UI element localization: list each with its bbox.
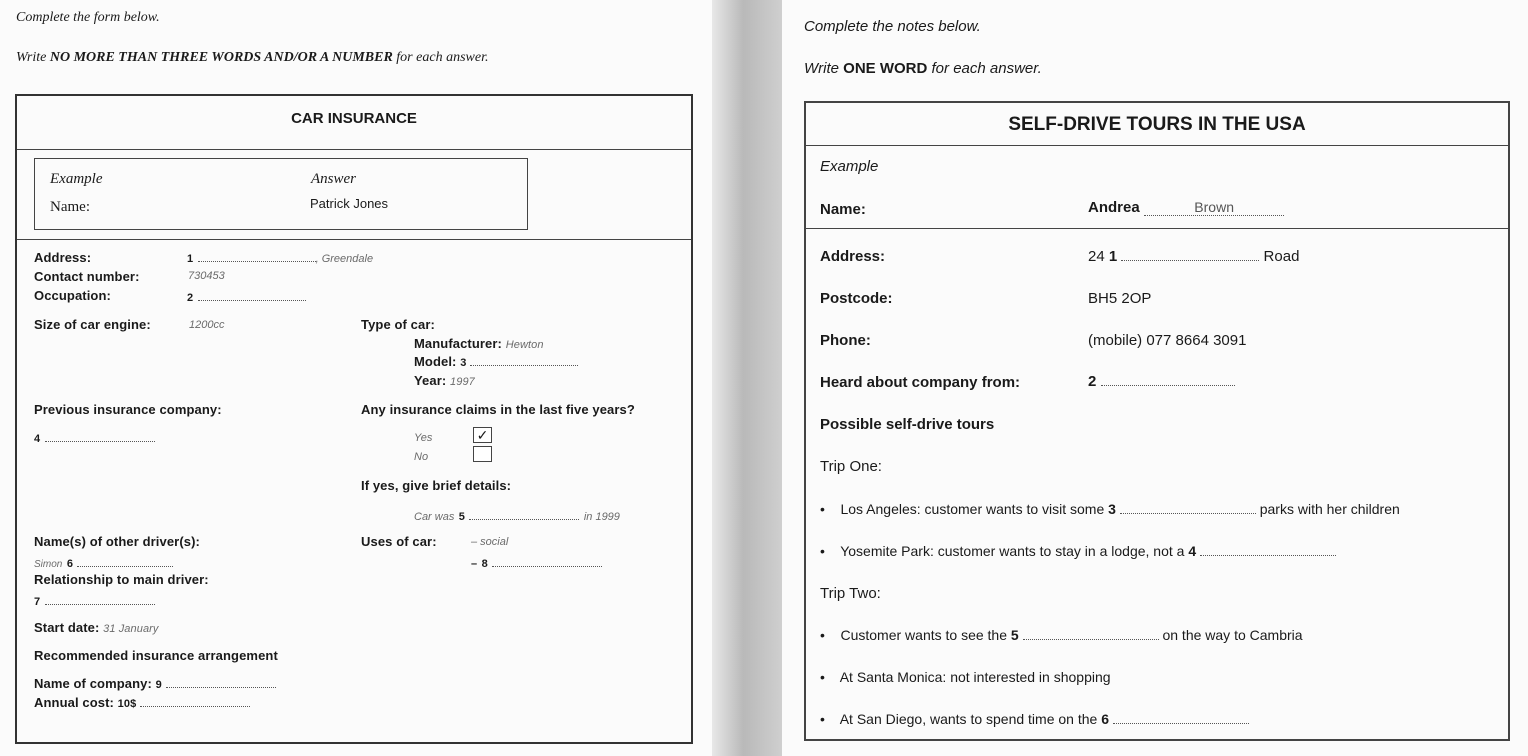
question-number: 1: [187, 253, 194, 265]
manufacturer-value: Hewton: [505, 339, 544, 351]
address-suffix: Road: [1263, 248, 1300, 265]
house-number: 24: [1088, 248, 1105, 265]
possible-tours-heading: Possible self-drive tours: [820, 416, 995, 433]
bullet: •: [820, 711, 825, 727]
occupation-answer[interactable]: [187, 288, 306, 306]
instruction-text: for each answer.: [396, 50, 489, 65]
uses-item-1: – social: [471, 536, 509, 548]
manufacturer-label: [414, 336, 544, 351]
bullet-text: Customer wants to see the: [840, 627, 1007, 643]
previous-company-answer[interactable]: [34, 429, 155, 447]
left-instruction-1: Complete the form below.: [16, 10, 160, 25]
title-divider: [806, 145, 1508, 146]
currency: $: [130, 698, 137, 710]
car-type-label: Type of car:: [361, 317, 435, 332]
question-number: 4: [1188, 543, 1197, 559]
self-drive-tours-notes: [804, 101, 1510, 741]
start-date-value: 31 January: [103, 623, 159, 635]
previous-company-label: Previous insurance company:: [34, 402, 222, 417]
car-insurance-form: [15, 94, 693, 744]
claims-no-label: No: [414, 451, 429, 463]
dash: –: [471, 558, 478, 570]
contact-value: 730453: [188, 270, 225, 282]
bullet-text: on the way to Cambria: [1162, 627, 1303, 643]
right-instruction-2: [804, 60, 1042, 77]
details-suffix: in 1999: [583, 511, 620, 523]
example-label: Example: [820, 158, 879, 175]
question-number: 3: [1108, 501, 1116, 517]
answer-blank[interactable]: [77, 556, 173, 567]
name-label: Name:: [820, 201, 866, 218]
example-answer: Brown: [1144, 199, 1284, 216]
other-drivers-answer[interactable]: [34, 554, 173, 572]
claims-yes-label: Yes: [414, 432, 433, 444]
bullet: •: [820, 627, 825, 643]
title-divider: [17, 149, 691, 150]
name-example-answer: [1088, 199, 1284, 217]
relationship-label: Relationship to main driver:: [34, 572, 209, 587]
trip-one-label: Trip One:: [820, 458, 882, 475]
answer-blank[interactable]: [1120, 503, 1256, 514]
details-prefix: Car was: [414, 511, 455, 523]
uses-item-2[interactable]: [471, 554, 602, 572]
model-label[interactable]: [414, 354, 578, 369]
postcode-value: BH5 2OP: [1088, 290, 1152, 307]
bullet-text: parks with her children: [1259, 501, 1400, 517]
engine-value: 1200cc: [189, 319, 225, 331]
cost-text: Annual cost:: [34, 695, 114, 710]
question-number: 2: [1088, 373, 1097, 390]
first-name: Andrea: [1088, 199, 1140, 216]
answer-blank[interactable]: [198, 290, 306, 301]
company-name-label[interactable]: [34, 676, 276, 691]
question-number: 4: [34, 433, 41, 445]
notes-title: SELF-DRIVE TOURS IN THE USA: [1008, 114, 1306, 135]
right-page: [782, 0, 1528, 756]
answer-blank[interactable]: [470, 355, 578, 366]
question-number: 10: [117, 698, 131, 710]
answer-blank[interactable]: [198, 251, 316, 262]
year-text: Year:: [414, 373, 447, 388]
bullet-text: Yosemite Park: customer wants to stay in a lodge, not a: [840, 543, 1185, 559]
right-instruction-1: Complete the notes below.: [804, 18, 981, 35]
heard-label: Heard about company from:: [820, 374, 1021, 391]
engine-label: Size of car engine:: [34, 317, 151, 332]
address-answer[interactable]: [1088, 248, 1299, 265]
answer-blank[interactable]: [1101, 375, 1235, 386]
relationship-answer[interactable]: [34, 592, 155, 610]
question-number: 6: [1101, 711, 1109, 727]
bullet: •: [820, 501, 825, 517]
question-number: 3: [460, 357, 467, 369]
answer-blank[interactable]: [1113, 713, 1249, 724]
bullet-text: Los Angeles: customer wants to visit some: [840, 501, 1105, 517]
driver-prefix: Simon: [34, 559, 63, 570]
recommended-heading: Recommended insurance arrangement: [34, 648, 278, 663]
heard-answer[interactable]: [1088, 373, 1235, 390]
question-number: 8: [481, 558, 488, 570]
example-divider: [806, 228, 1508, 229]
trip-one-bullet-1[interactable]: [820, 501, 1400, 517]
question-number: 9: [155, 679, 162, 691]
example-box: [34, 158, 528, 230]
phone-label: Phone:: [820, 332, 871, 349]
form-title: CAR INSURANCE: [291, 110, 417, 127]
postcode-label: Postcode:: [820, 290, 893, 307]
question-number: 7: [34, 596, 41, 608]
year-label: [414, 373, 475, 388]
answer-blank[interactable]: [469, 509, 579, 520]
manufacturer-text: Manufacturer:: [414, 336, 502, 351]
trip-two-bullet-1[interactable]: [820, 627, 1303, 643]
answer-blank[interactable]: [1023, 629, 1159, 640]
year-value: 1997: [450, 376, 475, 388]
claims-no-checkbox[interactable]: [473, 446, 492, 462]
instruction-text: Write: [16, 50, 47, 65]
trip-two-bullet-2: [820, 669, 1111, 685]
answer-blank[interactable]: [1200, 545, 1336, 556]
question-number: 2: [187, 292, 194, 304]
question-number: 5: [1010, 627, 1019, 643]
start-date-label: [34, 620, 159, 635]
example-divider: [17, 239, 691, 240]
annual-cost-label[interactable]: [34, 695, 250, 710]
instruction-text: for each answer.: [931, 60, 1042, 77]
answer-blank[interactable]: [1121, 250, 1259, 261]
example-field: Name:: [50, 199, 90, 215]
trip-one-bullet-2[interactable]: [820, 543, 1336, 559]
answer-blank[interactable]: [45, 431, 155, 442]
instruction-emphasis: ONE WORD: [843, 60, 928, 77]
trip-two-bullet-3[interactable]: [820, 711, 1249, 727]
example-label: Example: [50, 171, 103, 187]
claims-question: Any insurance claims in the last five years?: [361, 402, 635, 417]
company-text: Name of company:: [34, 676, 152, 691]
question-number: 6: [66, 558, 73, 570]
answer-blank[interactable]: [492, 556, 602, 567]
model-text: Model:: [414, 354, 457, 369]
details-answer[interactable]: [414, 507, 620, 525]
address-label: Address:: [820, 248, 886, 265]
answer-blank[interactable]: [140, 696, 250, 707]
instruction-text: Write: [804, 60, 839, 77]
address-label: Address:: [34, 250, 92, 265]
left-page: [0, 0, 712, 756]
left-instruction-2: [16, 50, 488, 66]
occupation-label: Occupation:: [34, 288, 111, 303]
details-label: If yes, give brief details:: [361, 478, 512, 493]
answer-blank[interactable]: [45, 594, 155, 605]
question-number: 1: [1108, 248, 1118, 265]
uses-label: Uses of car:: [361, 534, 437, 549]
answer-blank[interactable]: [166, 677, 276, 688]
bullet: •: [820, 543, 825, 559]
trip-two-label: Trip Two:: [820, 585, 881, 602]
other-drivers-label: Name(s) of other driver(s):: [34, 534, 200, 549]
address-answer[interactable]: [187, 249, 373, 267]
phone-value: (mobile) 077 8664 3091: [1088, 332, 1247, 349]
contact-label: Contact number:: [34, 269, 140, 284]
answer-label: Answer: [311, 171, 356, 187]
claims-yes-checkbox[interactable]: ✓: [473, 427, 492, 443]
instruction-emphasis: NO MORE THAN THREE WORDS AND/OR A NUMBER: [49, 50, 393, 65]
book-gutter: [712, 0, 782, 756]
bullet: •: [820, 669, 825, 685]
bullet-text: At Santa Monica: not interested in shopping: [839, 669, 1111, 685]
address-suffix: , Greendale: [315, 253, 374, 265]
bullet-text: At San Diego, wants to spend time on the: [839, 711, 1098, 727]
start-date-text: Start date:: [34, 620, 100, 635]
example-answer: Patrick Jones: [310, 196, 389, 211]
question-number: 5: [458, 511, 465, 523]
